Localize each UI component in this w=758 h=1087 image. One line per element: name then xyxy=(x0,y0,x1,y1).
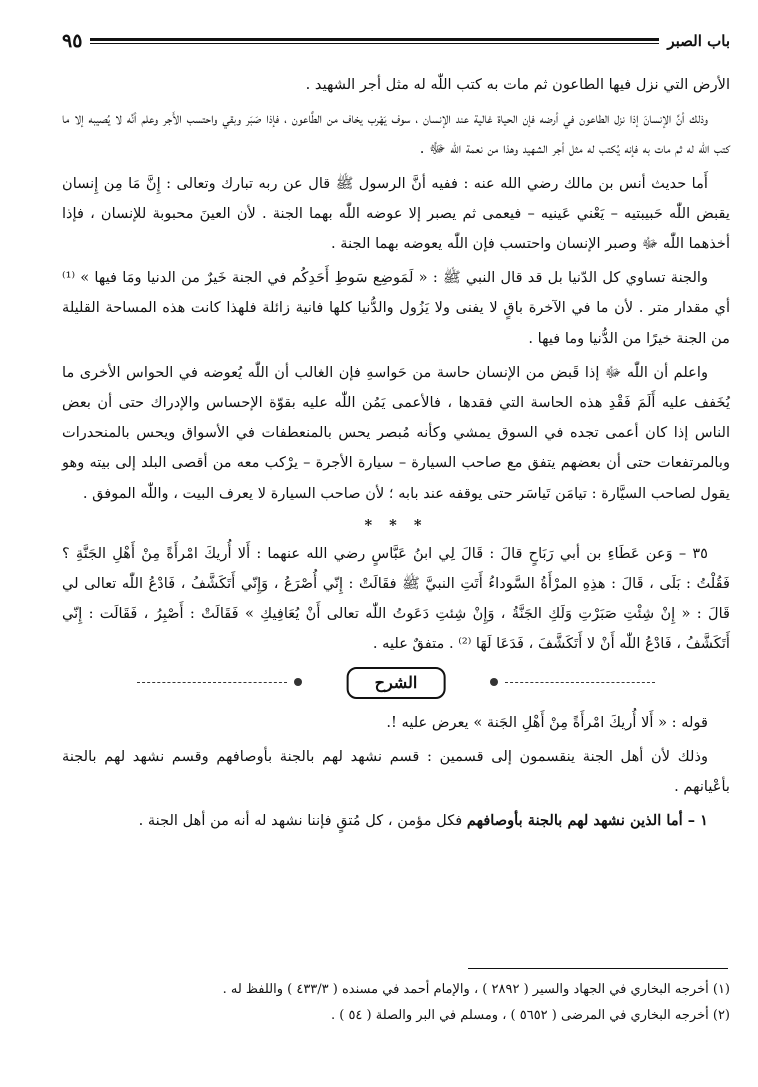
footnotes xyxy=(62,977,730,1029)
commentary-heading: الشرح xyxy=(347,667,446,699)
footnote-2: (٢) أخرجه البخاري في المرضى ( ٥٦٥٢ ) ، ومسلم في البر والصلة ( ٥٤ ) . xyxy=(330,1008,730,1023)
paragraph-8: وذلك لأن أهل الجنة ينقسمون إلى قسمين : قسم نشهد لهم بالجنة بأوصافهم وقسم نشهد لهم بالجنة بأعْيانهم . xyxy=(62,747,730,796)
hadith-35: ٣٥ – وَعن عَطَاءِ بن أبي رَبَاحٍ قالَ : قَالَ لِي ابنُ عَبَّاسٍ رضي الله عنهما : أَلا أُريكَ امْرأَةً مِنْ أَهْلِ الجَنَّةِ ؟ فَقُلْتُ : بَلَى ، قَالَ : هذِهِ المرْأَةُ السَّوداءُ أَتَتِ النبيَّ ﷺ فقَالَتْ : إِنّي أُصْرَعُ ، وَإِنّي أَتَكَشَّفُ ، فَادْعُ اللّٰه تعالى لي قَالَ : « إِنْ شِئْتِ صَبَرْتِ وَلَكِ الجَنَّةُ ، وَإِنْ شِئتِ دَعَوتُ اللّٰه تعالى أَنْ يُعَافِيكِ » فَقَالَتْ : أَصْبِرُ ، فَقَالَت : إِنّي أَتَكَشَّفُ ، فَادْعُ اللّٰه أَنْ لا أَتَكَشَّفَ ، فَدَعَا لَهَا ⁽²⁾ . متفقٌ عليه . xyxy=(62,544,730,653)
paragraph-9 xyxy=(62,806,730,836)
page-body xyxy=(62,70,730,840)
paragraph-7: قوله : « أَلا أُريكَ امْرأَةً مِنْ أَهْلِ الجَنة » يعرض عليه !. xyxy=(386,713,708,731)
chapter-title: باب الصبر xyxy=(667,32,730,50)
paragraph-9-rest: فكل مؤمن ، كل مُتقٍ فإننا نشهد له أنه من أهل الجنة . xyxy=(138,812,467,830)
ornament-dot-right xyxy=(490,678,498,686)
paragraph-5: واعلم أن اللّٰه ﷻ إذا قَبض من الإنسان حاسة من حَواسهِ فإن الغالب أن اللّٰه يُعوضه في الحواس الأخرى ما يُخَفف عليه أَلَمَ فَقْدِ هذه الحاسة التي فقدها ، فالأعمى يَمُن اللّٰه عليه بقوّة الإحساس والإدراك حتى أن بعض الناس إذا كان أعمى تجده في السوق يمشي وكأنه مُبصر يحس بالمنعطفات في الأسواق ويحس بالمنحدرات وبالمرتفعات حتى أن بعضهم يتفق مع صاحب السيارة – سيارة الأجرة – يرْكب معه من أقصى البلد إلى بيته وهو يقول لصاحب السيَّارة : تيامَن تَياسَر حتى يوقفه عند بابه ؛ لأن صاحب السيارة لا يعرف البيت ، واللّٰه الموفق . xyxy=(62,363,731,502)
header-rule xyxy=(90,38,659,44)
paragraph-2: وذلك أنَّ الإنسانَ إذا نزل الطاعون في أرضه فإن الحياة غالية عند الإنسان ، سوف يَهْرب يخاف من الطَّاعون ، فإذا صَبَر وبقي واحتسب الأَجر وعلم أنَّه لا يُصيبه إلا ما كتب اللّٰه له ثم مات به فإنه يُكتب له مثل أجر الشهيد وهذا من نعمة اللّٰه ﷻ . xyxy=(62,110,730,158)
paragraph-3: أَما حديث أنس بن مالك رضي الله عنه : ففيه أنَّ الرسول ﷺ قال عن ربه تبارك وتعالى : إِنَّ مَا مِن إِنسان يقبض اللّٰه حَبيبتيه – يَعْني عَينيه – فيعمى ثم يصبر إلا عوضه اللّٰه بهما الجنة . لأن العينَ محبوبة للإنسان ، فإذا أخذهما اللّٰه ﷻ وصبر الإنسان واحتسب فإن اللّٰه يعوضه بهما الجنة . xyxy=(62,174,730,253)
page-header xyxy=(62,28,730,54)
ornament-line-right xyxy=(505,682,655,683)
paragraph-9-bold: ١ – أما الذين نشهد لهم بالجنة بأوصافهم xyxy=(466,812,708,830)
paragraph-1: الأرض التي نزل فيها الطاعون ثم مات به كتب اللّٰه له مثل أجر الشهيد . xyxy=(305,76,730,93)
section-separator: * * * xyxy=(364,516,428,534)
page-number: ٩٥ xyxy=(62,30,83,52)
footnote-1: (١) أخرجه البخاري في الجهاد والسير ( ٢٨٩٢ ) ، والإمام أحمد في مسنده ( ٤٣٣/٣ ) واللفظ له . xyxy=(222,982,730,997)
ornament-line-left xyxy=(137,682,287,683)
paragraph-4: والجنة تساوي كل الدّنيا بل قد قال النبي ﷺ : « لَمَوضِع سَوطِ أَحَدِكُم في الجنة خَيرٌ من الدنيا ومَا فيها » ⁽¹⁾ أي مقدار متر . لأن ما في الآخرة باقٍ لا يفنى ولا يَزُول والدُّنيا كلها فانية زائلة فلهذا كانت هذه المساحة القليلة من الجنة خيرًا من الدُّنيا وما فيها . xyxy=(62,269,730,347)
ornament-dot-left xyxy=(294,678,302,686)
commentary-ornament xyxy=(62,664,730,702)
footnote-rule xyxy=(468,968,728,969)
